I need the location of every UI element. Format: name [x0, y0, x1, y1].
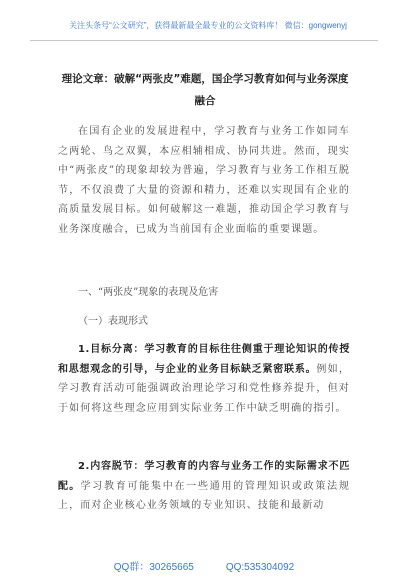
- subsection-heading: （一）表现形式: [78, 316, 148, 327]
- document-title: 理论文章：破解“两张皮”难题，国企学习教育如何与业务深度融合: [61, 73, 349, 107]
- point-2-body: 学习教育可能集中在一些通用的管理知识或政策法规上，而对企业核心业务领域的专业知识、技能和最新动: [58, 480, 350, 511]
- point-2: [58, 457, 350, 516]
- section-heading: 一、“两张皮”现象的表现及危害: [78, 287, 219, 298]
- point-1-body: 例如，学习教育活动可能强调政治理论学习和党性修养提升，但对于如何将这些理念应用到实际业务工作中缺乏明确的指引。: [58, 363, 350, 414]
- intro-paragraph: 在国有企业的发展进程中，学习教育与业务工作如同车之两轮、鸟之双翼，本应相辅相成、协同共进。然而，现实中“两张皮”的现象却较为普遍，学习教育与业务工作相互脱节，不仅浪费了大量的资源和精力，还难以实现国有企业的高质量发展目标。如何破解这一难题，推动国企学习教育与业务深度融合，已成为当前国有企业面临的重要课题。: [58, 126, 350, 235]
- footer: [0, 558, 408, 573]
- footer-qq: QQ:535304092: [225, 562, 295, 573]
- point-1-lead: 1.目标分离：学习教育的目标往往侧重于理论知识的传授和思想观念的引导，与企业的业务目标缺乏紧密联系。: [58, 344, 350, 375]
- header-banner: 关注头条号“公文研究”，获得最新最全最专业的公文资料库！ 微信：gongwenyj: [69, 21, 347, 30]
- point-2-lead: 2.内容脱节：学习教育的内容与业务工作的实际需求不匹配。: [58, 461, 350, 492]
- footer-qq-group: QQ群：30265665: [113, 562, 194, 573]
- point-1: [58, 340, 350, 418]
- header-divider: [30, 40, 378, 41]
